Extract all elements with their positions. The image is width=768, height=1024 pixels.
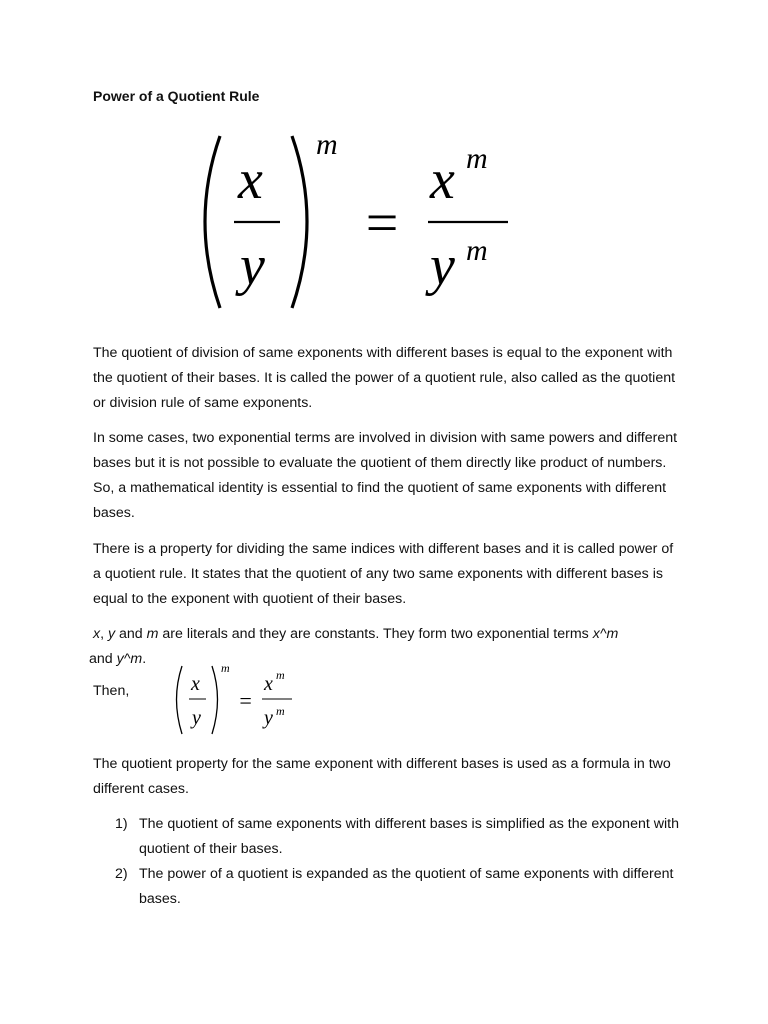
literal-sep: , bbox=[100, 626, 108, 642]
small-den-y: y bbox=[192, 707, 201, 729]
literal-x: x bbox=[93, 626, 101, 642]
list-item-number: 2) bbox=[115, 866, 128, 882]
small-num-x: x bbox=[191, 673, 200, 695]
small-rhs-x: x bbox=[264, 673, 273, 695]
formula-large bbox=[190, 126, 530, 316]
small-left-paren bbox=[177, 666, 183, 734]
small-right-paren bbox=[212, 666, 218, 734]
literal-y: y bbox=[107, 626, 116, 642]
term-x-m: x^m bbox=[592, 626, 619, 642]
literal-mid: are literals and they are constants. They form two exponential terms bbox=[158, 626, 593, 642]
list-item-text: The power of a quotient is expanded as the quotient of same exponents with different bases. bbox=[139, 866, 674, 907]
formula-exponent-m: m bbox=[316, 128, 338, 161]
list-item bbox=[93, 812, 693, 862]
paragraph-usage: The quotient property for the same exponent with different bases is used as a formula in two different cases. bbox=[93, 756, 671, 797]
rhs-numerator-x: x bbox=[430, 149, 455, 211]
small-equals: = bbox=[238, 688, 253, 713]
small-rhs-y: y bbox=[264, 707, 273, 729]
literal-and: and bbox=[115, 626, 147, 642]
small-rhs-x-exp: m bbox=[276, 668, 285, 682]
paragraph-1: The quotient of division of same exponents with different bases is equal to the exponent with the quotient of their bases. It is called the power of a quotient rule, also called as the quotient or division rule of same exponents. bbox=[93, 345, 676, 411]
literal-and-2: and bbox=[89, 651, 117, 667]
literal-m: m bbox=[146, 626, 159, 642]
paragraph-2: In some cases, two exponential terms are involved in division with same powers and different bases but it is not possible to evaluate the quotient of them directly like product of numbers. So, a mathematical identity is essential to find the quotient of same exponents with different bases. bbox=[93, 430, 678, 521]
small-exp-m: m bbox=[221, 661, 230, 675]
rhs-denominator-exp: m bbox=[466, 234, 488, 267]
small-rhs-y-exp: m bbox=[276, 704, 285, 718]
formula-small bbox=[172, 660, 300, 738]
formula-denominator-y: y bbox=[240, 235, 265, 297]
page-title: Power of a Quotient Rule bbox=[93, 88, 260, 104]
equals-sign: = bbox=[362, 190, 402, 255]
left-paren bbox=[205, 136, 220, 308]
then-label: Then, bbox=[93, 683, 130, 699]
formula-numerator-x: x bbox=[238, 149, 263, 211]
literal-end: . bbox=[142, 651, 147, 667]
right-paren bbox=[292, 136, 307, 308]
paragraph-3: There is a property for dividing the same indices with different bases and it is called power of a quotient rule. It states that the quotient of any two same exponents with different bases is equal to the exponent with quotient of their bases. bbox=[93, 541, 674, 607]
term-y-m: y^m bbox=[116, 651, 143, 667]
list-item-text: The quotient of same exponents with different bases is simplified as the exponent with quotient of their bases. bbox=[139, 816, 679, 857]
rhs-denominator-y: y bbox=[430, 235, 455, 297]
list-item-number: 1) bbox=[115, 816, 128, 832]
list-item bbox=[93, 862, 693, 912]
rhs-numerator-exp: m bbox=[466, 142, 488, 175]
cases-list bbox=[93, 812, 693, 912]
